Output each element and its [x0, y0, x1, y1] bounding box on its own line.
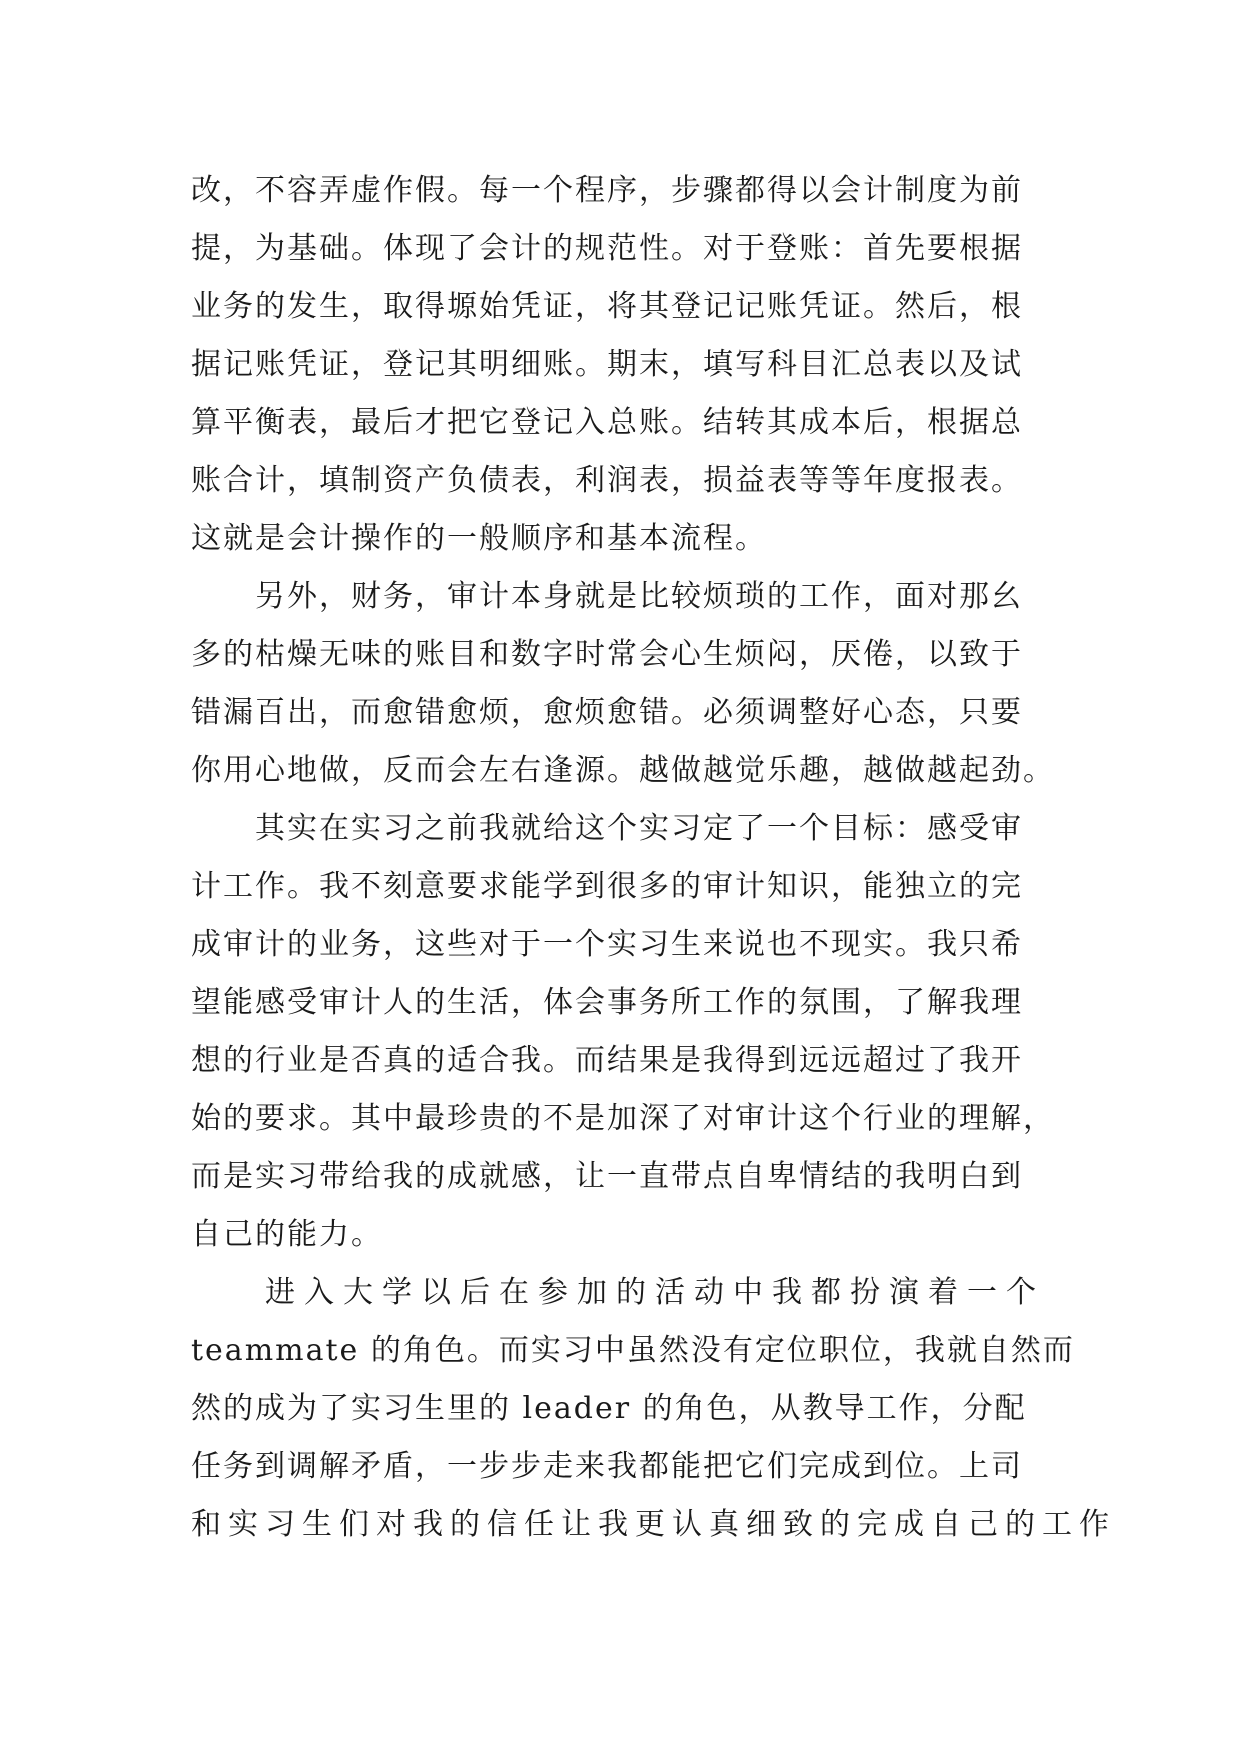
text-line: 据记账凭证，登记其明细账。期末，填写科目汇总表以及试 — [191, 347, 1023, 382]
text-line: 错漏百出，而愈错愈烦，愈烦愈错。必须调整好心态，只要 — [191, 695, 1023, 730]
text-line: 望能感受审计人的生活，体会事务所工作的氛围，了解我理 — [191, 985, 1023, 1020]
text-line: 想的行业是否真的适合我。而结果是我得到远远超过了我开 — [191, 1043, 1023, 1078]
text-line: 计工作。我不刻意要求能学到很多的审计知识，能独立的完 — [191, 869, 1023, 904]
paragraph-first-line: 其实在实习之前我就给这个实习定了一个目标：感受审 — [255, 811, 1023, 846]
text-line: 业务的发生，取得塬始凭证，将其登记记账凭证。然后，根 — [191, 289, 1023, 324]
text-line: 自己的能力。 — [191, 1217, 383, 1252]
text-line: 和实习生们对我的信任让我更认真细致的完成自己的工作 — [191, 1507, 1116, 1542]
paragraph-first-line: 另外，财务，审计本身就是比较烦琐的工作，面对那幺 — [255, 579, 1023, 614]
text-line: 然的成为了实习生里的 leader 的角色，从教导工作，分配 — [191, 1391, 1027, 1426]
text-line: teammate 的角色。而实习中虽然没有定位职位，我就自然而 — [191, 1333, 1075, 1368]
body-text — [191, 162, 1116, 1554]
text-line: 成审计的业务，这些对于一个实习生来说也不现实。我只希 — [191, 927, 1023, 962]
text-line: 这就是会计操作的一般顺序和基本流程。 — [191, 521, 767, 556]
text-line: 始的要求。其中最珍贵的不是加深了对审计这个行业的理解， — [191, 1101, 1055, 1136]
text-line: 而是实习带给我的成就感，让一直带点自卑情结的我明白到 — [191, 1159, 1023, 1194]
text-line: 提，为基础。体现了会计的规范性。对于登账：首先要根据 — [191, 231, 1023, 266]
text-line: 改，不容弄虚作假。每一个程序，步骤都得以会计制度为前 — [191, 173, 1023, 208]
text-line: 任务到调解矛盾，一步步走来我都能把它们完成到位。上司 — [191, 1449, 1023, 1484]
text-line: 账合计，填制资产负债表，利润表，损益表等等年度报表。 — [191, 463, 1023, 498]
text-line: 算平衡表，最后才把它登记入总账。结转其成本后，根据总 — [191, 405, 1023, 440]
paragraph-first-line: 进入大学以后在参加的活动中我都扮演着一个 — [265, 1275, 1045, 1310]
text-line: 你用心地做，反而会左右逢源。越做越觉乐趣，越做越起劲。 — [191, 753, 1055, 788]
text-line: 多的枯燥无味的账目和数字时常会心生烦闷，厌倦，以致于 — [191, 637, 1023, 672]
